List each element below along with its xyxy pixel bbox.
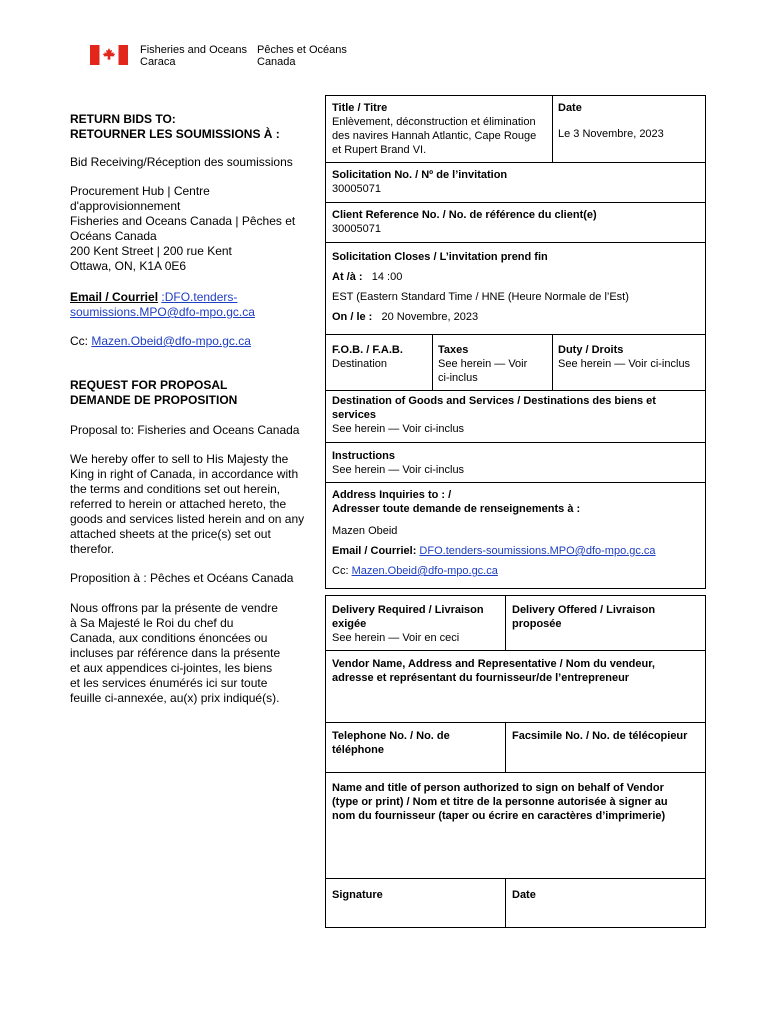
on-label: On / le : xyxy=(332,311,373,323)
return-address xyxy=(70,184,295,274)
address-line: Ottawa, ON, K1A 0E6 xyxy=(70,259,187,273)
divider xyxy=(505,878,506,928)
signature-date-label: Date xyxy=(512,889,536,901)
offer-en-line: the terms and conditions set out herein, xyxy=(70,482,281,496)
contact-email-label: Email / Courriel: xyxy=(332,545,417,557)
org-name-en-line2: Caraca xyxy=(140,56,176,68)
rfp-fr: DEMANDE DE PROPOSITION xyxy=(70,393,238,407)
solicitation-no-label: Solicitation No. / Nº de l’invitation xyxy=(332,169,508,181)
authorized-person-field[interactable] xyxy=(332,781,702,871)
signature-label: Signature xyxy=(332,889,383,901)
vendor-name-field[interactable] xyxy=(332,657,702,717)
address-line: Procurement Hub | Centre xyxy=(70,184,210,198)
offer-fr-line: Canada, aux conditions énoncées ou xyxy=(70,631,268,645)
fob-cell xyxy=(332,343,403,371)
delivery-required-value: See herein — Voir en ceci xyxy=(332,632,460,644)
inquiries-label-line1: Address Inquiries to : / xyxy=(332,489,452,501)
offer-en-line: goods and services listed herein and on any xyxy=(70,512,305,526)
instructions-label: Instructions xyxy=(332,450,395,462)
email-block xyxy=(70,290,255,320)
divider xyxy=(325,202,706,203)
vendor-label-line2: adresse et représentant du fournisseur/de l’entrepreneur xyxy=(332,672,630,684)
title-date-divider xyxy=(552,95,553,162)
signature-field[interactable] xyxy=(332,888,502,924)
divider xyxy=(325,390,706,391)
divider xyxy=(325,650,706,651)
cc-block xyxy=(70,334,251,349)
date-label: Date xyxy=(558,102,582,114)
inquiries-cell xyxy=(332,488,656,578)
instructions-value: See herein — Voir ci-inclus xyxy=(332,464,465,476)
client-ref-label: Client Reference No. / No. de référence du client(e) xyxy=(332,209,597,221)
org-name-french xyxy=(257,44,347,68)
offer-fr-line: feuille ci-annexée, au(x) prix indiqué(s). xyxy=(70,691,280,705)
offer-en-line: King in right of Canada, in accordance with xyxy=(70,467,299,481)
bid-receiving: Bid Receiving/Réception des soumissions xyxy=(70,155,293,169)
return-bids-fr: RETOURNER LES SOUMISSIONS À : xyxy=(70,127,280,141)
authorized-label-line2: (type or print) / Nom et titre de la personne autorisée à signer au xyxy=(332,796,668,808)
proposal-to: Proposal to: Fisheries and Oceans Canada xyxy=(70,423,300,437)
address-line: Océans Canada xyxy=(70,229,157,243)
email-link-part2[interactable]: soumissions.MPO@dfo-mpo.gc.ca xyxy=(70,305,255,319)
on-value: 20 Novembre, 2023 xyxy=(381,311,479,323)
divider xyxy=(325,772,706,773)
telephone-label-line1: Telephone No. / No. de xyxy=(332,730,450,742)
canada-flag-logo xyxy=(90,45,128,65)
client-ref-cell xyxy=(332,208,597,236)
taxes-cell xyxy=(438,343,527,385)
delivery-required-cell xyxy=(332,603,484,645)
offer-fr-line: incluses par référence dans la présente xyxy=(70,646,281,660)
fob-label: F.O.B. / F.A.B. xyxy=(332,344,403,356)
at-label: At /à : xyxy=(332,271,363,283)
address-line: 200 Kent Street | 200 rue Kent xyxy=(70,244,232,258)
delivery-offered-cell[interactable] xyxy=(512,603,655,631)
divider xyxy=(325,242,706,243)
contact-email-link[interactable]: DFO.tenders-soumissions.MPO@dfo-mpo.gc.ca xyxy=(419,545,656,557)
title-line: des navires Hannah Atlantic, Cape Rouge xyxy=(332,130,537,142)
offer-english xyxy=(70,452,304,557)
org-name-fr-line2: Canada xyxy=(257,56,296,68)
divider xyxy=(325,334,706,335)
duty-value: See herein — Voir ci-inclus xyxy=(558,358,691,370)
return-bids-heading xyxy=(70,112,280,142)
offer-en-line: therefor. xyxy=(70,542,115,556)
divider xyxy=(325,878,706,879)
offer-fr-line: à Sa Majesté le Roi du chef du xyxy=(70,616,234,630)
org-name-english xyxy=(140,44,247,68)
org-name-fr-line1: Pêches et Océans xyxy=(257,44,347,56)
solicitation-no-cell xyxy=(332,168,507,196)
destination-cell xyxy=(332,394,656,436)
return-bids-en: RETURN BIDS TO: xyxy=(70,112,176,126)
fob-value: Destination xyxy=(332,358,388,370)
telephone-label-line2: téléphone xyxy=(332,744,384,756)
email-link-part1[interactable]: :DFO.tenders- xyxy=(161,290,238,304)
destination-label-line1: Destination of Goods and Services / Destinations des biens et xyxy=(332,395,656,407)
authorized-label-line1: Name and title of person authorized to sign on behalf of Vendor xyxy=(332,782,664,794)
proposition-fr: Proposition à : Pêches et Océans Canada xyxy=(70,571,294,585)
divider xyxy=(325,482,706,483)
inquiries-label-line2: Adresser toute demande de renseignements à : xyxy=(332,503,581,515)
divider xyxy=(552,334,553,390)
signature-date-field[interactable] xyxy=(512,888,702,924)
instructions-cell xyxy=(332,449,464,477)
client-ref-value: 30005071 xyxy=(332,223,381,235)
title-line: et Rupert Brand VI. xyxy=(332,144,427,156)
address-line: Fisheries and Oceans Canada | Pêches et xyxy=(70,214,296,228)
at-value: 14 :00 xyxy=(371,271,403,283)
divider xyxy=(325,442,706,443)
rfp-en: REQUEST FOR PROPOSAL xyxy=(70,378,228,392)
date-value: Le 3 Novembre, 2023 xyxy=(558,128,664,140)
destination-label-line2: services xyxy=(332,409,377,421)
divider xyxy=(505,722,506,772)
vendor-label-line1: Vendor Name, Address and Representative / Nom du vendeur, xyxy=(332,658,655,670)
destination-value: See herein — Voir ci-inclus xyxy=(332,423,465,435)
delivery-offered-label-line2: proposée xyxy=(512,618,562,630)
delivery-offered-label-line1: Delivery Offered / Livraison xyxy=(512,604,656,616)
date-cell xyxy=(558,101,664,141)
contact-cc-label: Cc: xyxy=(332,565,349,577)
taxes-label: Taxes xyxy=(438,344,469,356)
address-line: d'approvisionnement xyxy=(70,199,181,213)
delivery-required-label-line1: Delivery Required / Livraison xyxy=(332,604,484,616)
solicitation-no-value: 30005071 xyxy=(332,183,381,195)
offer-en-line: We hereby offer to sell to His Majesty the xyxy=(70,452,289,466)
offer-fr-line: et aux appendices ci-jointes, les biens xyxy=(70,661,273,675)
facsimile-label: Facsimile No. / No. de télécopieur xyxy=(512,730,688,742)
offer-fr-line: et les services énumérés ici sur toute xyxy=(70,676,268,690)
offer-fr-line: Nous offrons par la présente de vendre xyxy=(70,601,278,615)
contact-cc-link[interactable]: Mazen.Obeid@dfo-mpo.gc.ca xyxy=(351,565,498,577)
divider xyxy=(325,722,706,723)
closes-label: Solicitation Closes / L’invitation prend fin xyxy=(332,251,548,263)
delivery-required-label-line2: exigée xyxy=(332,618,367,630)
divider xyxy=(505,595,506,650)
telephone-field[interactable] xyxy=(332,729,502,769)
cc-label: Cc: xyxy=(70,334,88,348)
closes-cell xyxy=(332,250,629,324)
offer-en-line: attached sheets at the price(s) set out xyxy=(70,527,271,541)
duty-cell xyxy=(558,343,690,371)
org-name-en-line1: Fisheries and Oceans xyxy=(140,44,247,56)
facsimile-field[interactable] xyxy=(512,729,702,769)
offer-en-line: referred to herein or attached hereto, the xyxy=(70,497,287,511)
title-cell xyxy=(332,101,548,157)
rfp-heading xyxy=(70,378,237,408)
cc-email-link[interactable]: Mazen.Obeid@dfo-mpo.gc.ca xyxy=(91,334,251,348)
title-label: Title / Titre xyxy=(332,102,388,114)
divider xyxy=(325,162,706,163)
email-label: Email / Courriel xyxy=(70,290,159,304)
taxes-value-line1: See herein — Voir xyxy=(438,358,528,370)
contact-name: Mazen Obeid xyxy=(332,525,398,537)
divider xyxy=(432,334,433,390)
offer-french xyxy=(70,601,280,706)
taxes-value-line2: ci-inclus xyxy=(438,372,478,384)
timezone-text: EST (Eastern Standard Time / HNE (Heure Normale de l’Est) xyxy=(332,291,629,303)
title-line: Enlèvement, déconstruction et élimination xyxy=(332,116,536,128)
authorized-label-line3: nom du fournisseur (taper ou écrire en caractères d’imprimerie) xyxy=(332,810,666,822)
duty-label: Duty / Droits xyxy=(558,344,624,356)
